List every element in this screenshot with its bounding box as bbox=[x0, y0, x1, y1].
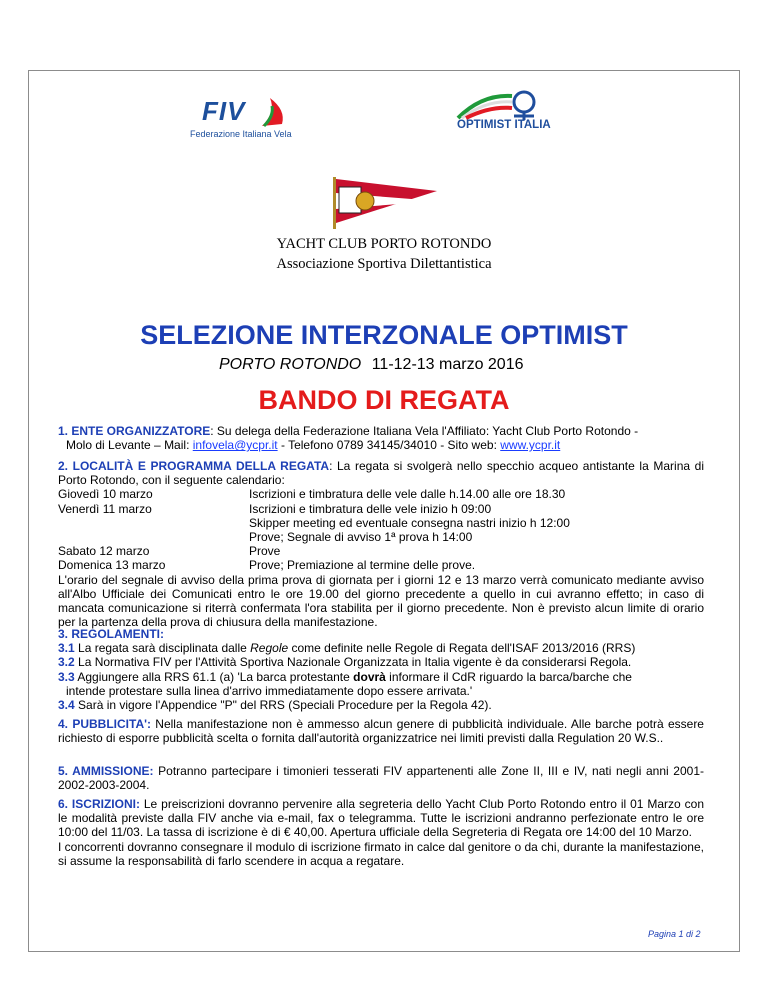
rule-3-3-text: Aggiungere alla RRS 61.1 (a) 'La barca protestante bbox=[74, 669, 354, 684]
rule-3-1-emphasis: Regole bbox=[250, 641, 289, 656]
calendar-event: Iscrizioni e timbratura delle vele inizio h 09:00 bbox=[249, 501, 492, 516]
section-4-heading: 4. PUBBLICITA': bbox=[58, 717, 151, 731]
rule-3-3-bold: dovrà bbox=[353, 669, 386, 684]
section-2-intro: : La regata si svolgerà nello specchio acqueo antistante la Marina di Porto Rotondo, con il seguente calendario: bbox=[58, 459, 705, 488]
section-1-heading: 1. ENTE ORGANIZZATORE bbox=[58, 424, 211, 438]
optimist-logo-text: OPTIMIST ITALIA bbox=[457, 119, 551, 131]
rule-3-2-number: 3.2 bbox=[58, 655, 75, 670]
section-2 bbox=[58, 459, 704, 629]
section-6 bbox=[58, 797, 704, 868]
section-6-heading: 6. ISCRIZIONI: bbox=[58, 797, 140, 811]
fiv-logo bbox=[190, 96, 300, 142]
section-3 bbox=[58, 627, 704, 712]
calendar-event: Iscrizioni e timbratura delle vele dalle h.14.00 alle ore 18.30 bbox=[249, 487, 566, 502]
calendar-day: Domenica 13 marzo bbox=[58, 558, 166, 573]
section-5-heading: 5. AMMISSIONE: bbox=[58, 764, 154, 778]
fiv-sail-icon bbox=[258, 98, 288, 128]
calendar bbox=[58, 487, 704, 572]
club-name: YACHT CLUB PORTO ROTONDO bbox=[276, 236, 492, 252]
section-4-text: Nella manifestazione non è ammesso alcun genere di pubblicità individuale. Alle barche potrà essere richiesto di esporre pubblicità scelta o fornita dall'autorità organizzatrice nei limiti previsti dalla Regulation 20 W.S.. bbox=[58, 717, 704, 746]
calendar-day: Sabato 12 marzo bbox=[58, 544, 150, 559]
section-1 bbox=[58, 424, 704, 452]
calendar-row bbox=[58, 502, 704, 516]
calendar-day: Giovedì 10 marzo bbox=[58, 487, 153, 502]
calendar-event: Skipper meeting ed eventuale consegna nastri inizio h 12:00 bbox=[249, 515, 570, 530]
fiv-logo-subtitle: Federazione Italiana Vela bbox=[190, 129, 292, 139]
rule-3-3-text-end: informare il CdR riguardo la barca/barche che bbox=[385, 669, 632, 684]
club-burgee-icon bbox=[325, 173, 445, 233]
section-4 bbox=[58, 717, 704, 745]
event-subtitle bbox=[219, 356, 524, 374]
page-title: SELEZIONE INTERZONALE OPTIMIST bbox=[140, 320, 628, 350]
calendar-event: Prove bbox=[249, 544, 281, 559]
section-6-text: Le preiscrizioni dovranno pervenire alla segreteria dello Yacht Club Porto Rotondo entro il 01 Marzo con le modalità previste dalla FIV anche via e-mail, fax o telegramma. Tutte le iscrizioni andranno perfezionate entro le ore 10:00 del 11/03. La tassa di iscrizione è di € 40,00. Apertura ufficiale della Segreteria di Regata ore 14:00 del 10 Marzo. bbox=[58, 797, 704, 840]
email-link[interactable]: infovela@ycpr.it bbox=[192, 438, 278, 453]
section-5-text: Potranno partecipare i timonieri tesserati FIV appartenenti alle Zone II, III e IV, nati negli anni 2001-2002-2003-2004. bbox=[58, 764, 705, 793]
calendar-event: Prove; Segnale di avviso 1ª prova h 14:00 bbox=[249, 529, 473, 544]
calendar-row bbox=[58, 516, 704, 530]
event-place: PORTO ROTONDO bbox=[219, 356, 362, 373]
section-6-text-2: I concorrenti dovranno consegnare il modulo di iscrizione firmato in calce dal genitore o da chi, durante la manifestazione, si assume la responsabilità di farlo scendere in acqua a regatare. bbox=[58, 839, 704, 868]
rule-3-3-number: 3.3 bbox=[58, 669, 75, 684]
calendar-row bbox=[58, 558, 704, 572]
optimist-swoosh-icon bbox=[452, 90, 592, 120]
rule-3-1-number: 3.1 bbox=[58, 641, 75, 656]
calendar-row bbox=[58, 487, 704, 501]
rule-3-4-number: 3.4 bbox=[58, 698, 75, 713]
rule-3-4-text: Sarà in vigore l'Appendice "P" del RRS (Speciali Procedure per la Regola 42). bbox=[74, 698, 492, 713]
website-link[interactable]: www.ycpr.it bbox=[500, 438, 561, 453]
section-2-heading: 2. LOCALITÀ E PROGRAMMA DELLA REGATA bbox=[58, 459, 330, 473]
section-2-note: L'orario del segnale di avviso della prima prova di giornata per i giorni 12 e 13 marzo verrà comunicato mediante avviso all'Albo Ufficiale dei Comunicati entro le ore 19.00 del giorno precedente a quello in cui avranno effetto; in caso di mancata comunicazione si riterrà confermata l'ora stabilita per il giorno precedente. Non è previsto alcun limite di orario per la partenza della prova di chiusura della manifestazione. bbox=[58, 572, 704, 630]
event-dates: 11-12-13 marzo 2016 bbox=[371, 356, 524, 373]
rule-3-1-text: La regata sarà disciplinata dalle bbox=[74, 641, 251, 656]
calendar-day: Venerdì 11 marzo bbox=[58, 501, 152, 516]
calendar-row bbox=[58, 544, 704, 558]
calendar-event: Prove; Premiazione al termine delle prove. bbox=[249, 558, 476, 573]
club-association: Associazione Sportiva Dilettantistica bbox=[276, 256, 492, 272]
fiv-logo-text: FIV bbox=[202, 96, 246, 126]
section-5 bbox=[58, 764, 704, 792]
page-number: Pagina 1 di 2 bbox=[648, 929, 701, 939]
optimist-italia-logo bbox=[452, 90, 592, 138]
rule-3-2-text: La Normativa FIV per l'Attività Sportiva Nazionale Organizzata in Italia vigente è da considerarsi Regola. bbox=[74, 655, 632, 670]
section-3-heading: 3. REGOLAMENTI: bbox=[58, 627, 165, 641]
section-1-text: : Su delega della Federazione Italiana Vela l'Affiliato: Yacht Club Porto Rotondo - bbox=[210, 424, 639, 438]
document-heading: BANDO DI REGATA bbox=[258, 385, 510, 415]
rule-3-3-continuation: intende protestare sulla linea d'arrivo immediatamente dopo essere arrivata.' bbox=[66, 683, 473, 698]
section-1-contact: Molo di Levante – Mail: bbox=[66, 438, 193, 453]
section-1-phone: - Telefono 0789 34145/34010 - Sito web: bbox=[277, 438, 501, 453]
calendar-row bbox=[58, 530, 704, 544]
rule-3-1-text-end: come definite nelle Regole di Regata dell'ISAF 2013/2016 (RRS) bbox=[288, 641, 636, 656]
